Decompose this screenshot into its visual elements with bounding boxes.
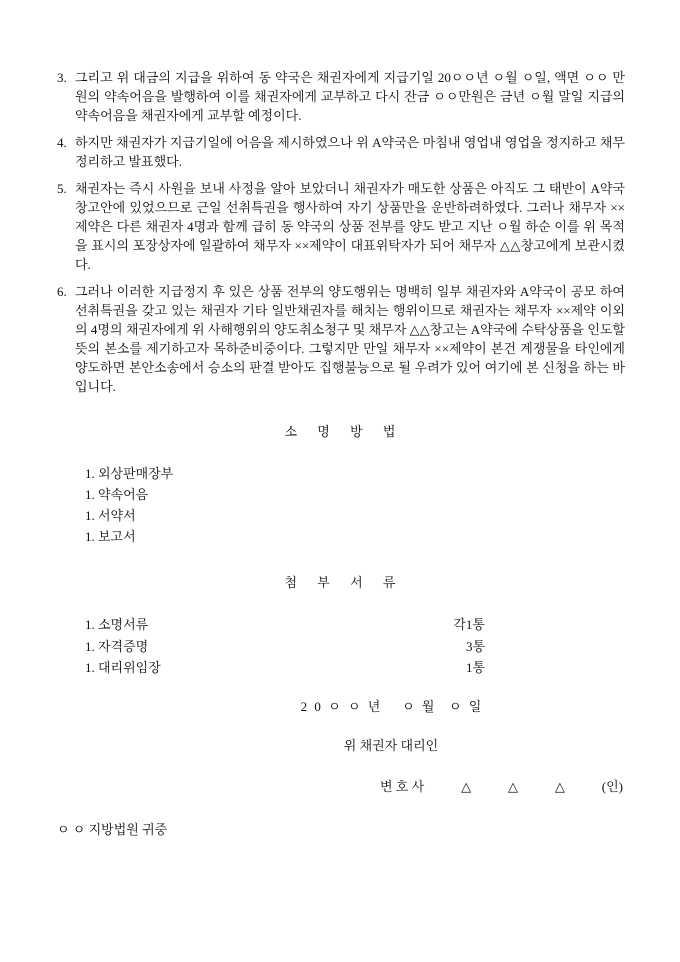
attachment-count: 각1통: [453, 617, 485, 632]
numbered-paragraph: [57, 179, 625, 274]
paragraph-number: 3.: [57, 70, 67, 85]
attachment-count: 3통: [465, 638, 485, 654]
attorney-name-placeholder: △: [507, 778, 518, 794]
attachments-section-title: 첨 부 서 류: [284, 575, 398, 590]
attachments-list: [85, 614, 485, 679]
attachment-count: 1통: [465, 660, 485, 675]
paragraph-text: 채권자는 즉시 사원을 보내 사정을 알아 보았더니 채권자가 매도한 상품은 아직도 그 태반이 A약국 창고안에 있었으므로 근일 선취특권을 행사하여 자기 상품만을 운반하려하였다. 그러나 채무자 ××제약은 다른 채권자 4명과 함께 급히 동 약국의 상품 전부를 양도 받고 지난 ㅇ월 하순 이를 위 목적을 표시의 포장상자에 일괄하여 채무자 ××제약이 대표위탁자가 되어 채무자 △△창고에게 보관시켰다.: [75, 181, 625, 272]
attachment-label: 1. 소명서류: [85, 617, 149, 632]
signature-row: [380, 777, 623, 796]
attachment-label: 1. 대리위임장: [85, 660, 161, 675]
numbered-paragraph: [57, 133, 625, 171]
paragraph-text: 하지만 채권자가 지급기일에 어음을 제시하였으나 위 A약국은 마침내 영업내 영업을 정지하고 채무정리하고 발표했다.: [75, 135, 625, 169]
date-line: 2 0 ㅇ ㅇ 년 ㅇ 월 ㅇ 일: [300, 698, 482, 714]
attachment-label: 1. 자격증명: [85, 638, 149, 654]
creditor-representative-line: 위 채권자 대리인: [343, 737, 439, 753]
seal-mark: (인): [601, 778, 623, 794]
attorney-name-placeholder: △: [554, 778, 565, 794]
attorney-label: 변 호 사: [380, 778, 425, 794]
paragraph-number: 6.: [57, 284, 67, 299]
paragraph-text: 그리고 위 대금의 지급을 위하여 동 약국은 채권자에게 지급기일 20ㅇㅇ년 ㅇ월 ㅇ일, 액면 ㅇㅇ 만원의 약속어음을 발행하여 이를 채권자에게 교부하고 다시 잔금 ㅇㅇ만원은 금년 ㅇ월 말일 지급의 약속어음을 채권자에게 교부할 예정이다.: [75, 70, 625, 123]
proof-section-title: 소 명 방 법: [284, 424, 398, 439]
paragraph-text: 그러나 이러한 지급정지 후 있은 상품 전부의 양도행위는 명백히 일부 채권자와 A약국이 공모 하여 선취특권을 갖고 있는 채권자 기타 일반채권자를 해치는 행위이므로 채권자는 채무자 ××제약 이외의 4명의 채권자에게 위 사해행위의 양도취소청구 및 채무자 △△창고는 A약국에 수탁상품을 인도할 뜻의 본소를 제기하고자 목하준비중이다. 그렇지만 만일 채무자 ××제약이 본건 계쟁물을 타인에게 양도하면 본안소송에서 승소의 판결 받아도 집행불능으로 될 우려가 있어 여기에 본 신청을 하는 바입니다.: [75, 284, 625, 394]
numbered-paragraph: [57, 68, 625, 125]
attachment-row: [85, 657, 485, 679]
proof-item: 1. 약속어음: [85, 487, 149, 502]
paragraph-number: 5.: [57, 181, 67, 196]
proof-item: 1. 보고서: [85, 529, 136, 544]
paragraph-number: 4.: [57, 135, 67, 150]
proof-list: [85, 463, 625, 547]
attachment-row: [85, 614, 485, 636]
court-address-line: ㅇ ㅇ 지방법원 귀중: [57, 821, 168, 837]
proof-item: 1. 서약서: [85, 508, 136, 523]
attachment-row: [85, 636, 485, 658]
proof-item: 1. 외상판매장부: [85, 466, 174, 481]
attorney-name-placeholder: △: [461, 778, 472, 794]
numbered-paragraph: [57, 282, 625, 396]
